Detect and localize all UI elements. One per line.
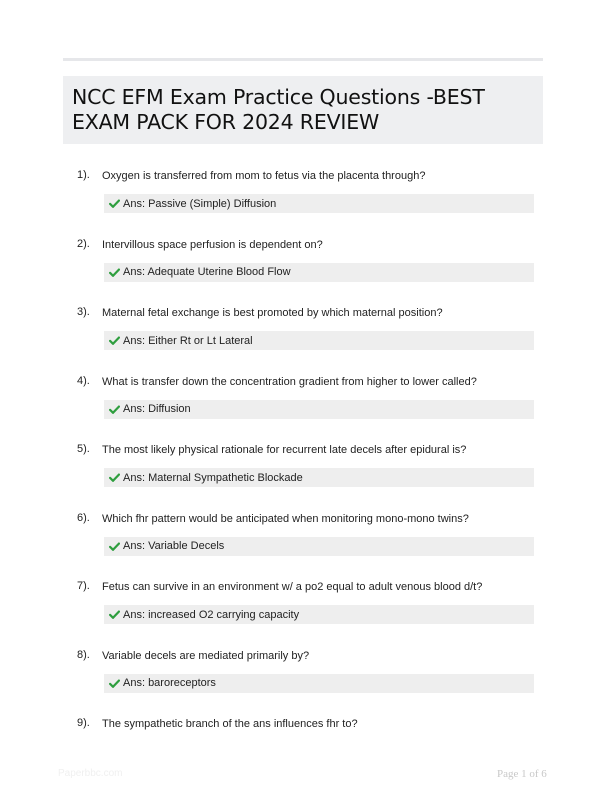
check-icon — [109, 198, 120, 209]
question-text: What is transfer down the concentration gradient from higher to lower called? — [102, 375, 477, 388]
answer-text: Ans: Passive (Simple) Diffusion — [123, 197, 277, 210]
question-number: 4). — [77, 374, 90, 387]
page-title: NCC EFM Exam Practice Questions -BEST EXAM PACK FOR 2024 REVIEW — [72, 85, 485, 134]
question-item — [0, 580, 606, 642]
answer-box — [104, 537, 534, 556]
question-number: 1). — [77, 169, 90, 181]
question-item — [0, 375, 606, 437]
answer-box — [104, 263, 534, 282]
question-text: Intervillous space perfusion is dependent on? — [102, 238, 323, 251]
answer-text: Ans: Either Rt or Lt Lateral — [123, 334, 253, 347]
question-text: The sympathetic branch of the ans influences fhr to? — [102, 718, 358, 730]
answer-text: Ans: baroreceptors — [123, 677, 216, 689]
title-banner — [63, 76, 543, 144]
question-text: Fetus can survive in an environment w/ a po2 equal to adult venous blood d/t? — [102, 581, 483, 593]
question-number: 7). — [77, 580, 90, 592]
question-number: 9). — [77, 717, 90, 729]
footer-watermark: Paperbbc.com — [58, 768, 123, 779]
page-number: Page 1 of 6 — [497, 768, 547, 780]
check-icon — [109, 609, 120, 620]
question-item — [0, 443, 606, 505]
check-icon — [109, 678, 120, 689]
question-number: 6). — [77, 511, 90, 524]
answer-text: Ans: Diffusion — [123, 403, 191, 415]
top-divider — [63, 58, 543, 61]
question-item — [0, 169, 606, 231]
answer-text: Ans: Adequate Uterine Blood Flow — [123, 266, 291, 278]
answer-box — [104, 605, 534, 624]
question-item — [0, 512, 606, 574]
check-icon — [109, 335, 120, 346]
question-item — [0, 238, 606, 300]
question-text: Oxygen is transferred from mom to fetus via the placenta through? — [102, 170, 426, 182]
check-icon — [109, 267, 120, 278]
question-number: 3). — [77, 306, 90, 318]
question-text: The most likely physical rationale for recurrent late decels after epidural is? — [102, 444, 467, 456]
answer-text: Ans: Variable Decels — [123, 540, 225, 552]
answer-box — [104, 331, 534, 350]
answer-text: Ans: increased O2 carrying capacity — [123, 608, 300, 621]
check-icon — [109, 404, 120, 415]
question-item — [0, 306, 606, 368]
question-text: Variable decels are mediated primarily by? — [102, 649, 310, 662]
question-text: Maternal fetal exchange is best promoted by which maternal position? — [102, 307, 443, 319]
question-text: Which fhr pattern would be anticipated when monitoring mono-mono twins? — [102, 512, 469, 525]
question-item — [0, 649, 606, 711]
question-number: 5). — [77, 443, 90, 455]
answer-box — [104, 194, 534, 213]
question-number: 8). — [77, 648, 90, 661]
check-icon — [109, 472, 120, 483]
answer-box — [104, 400, 534, 419]
answer-box — [104, 674, 534, 693]
check-icon — [109, 541, 120, 552]
answer-box — [104, 468, 534, 487]
answer-text: Ans: Maternal Sympathetic Blockade — [123, 471, 303, 484]
question-number: 2). — [77, 237, 90, 250]
